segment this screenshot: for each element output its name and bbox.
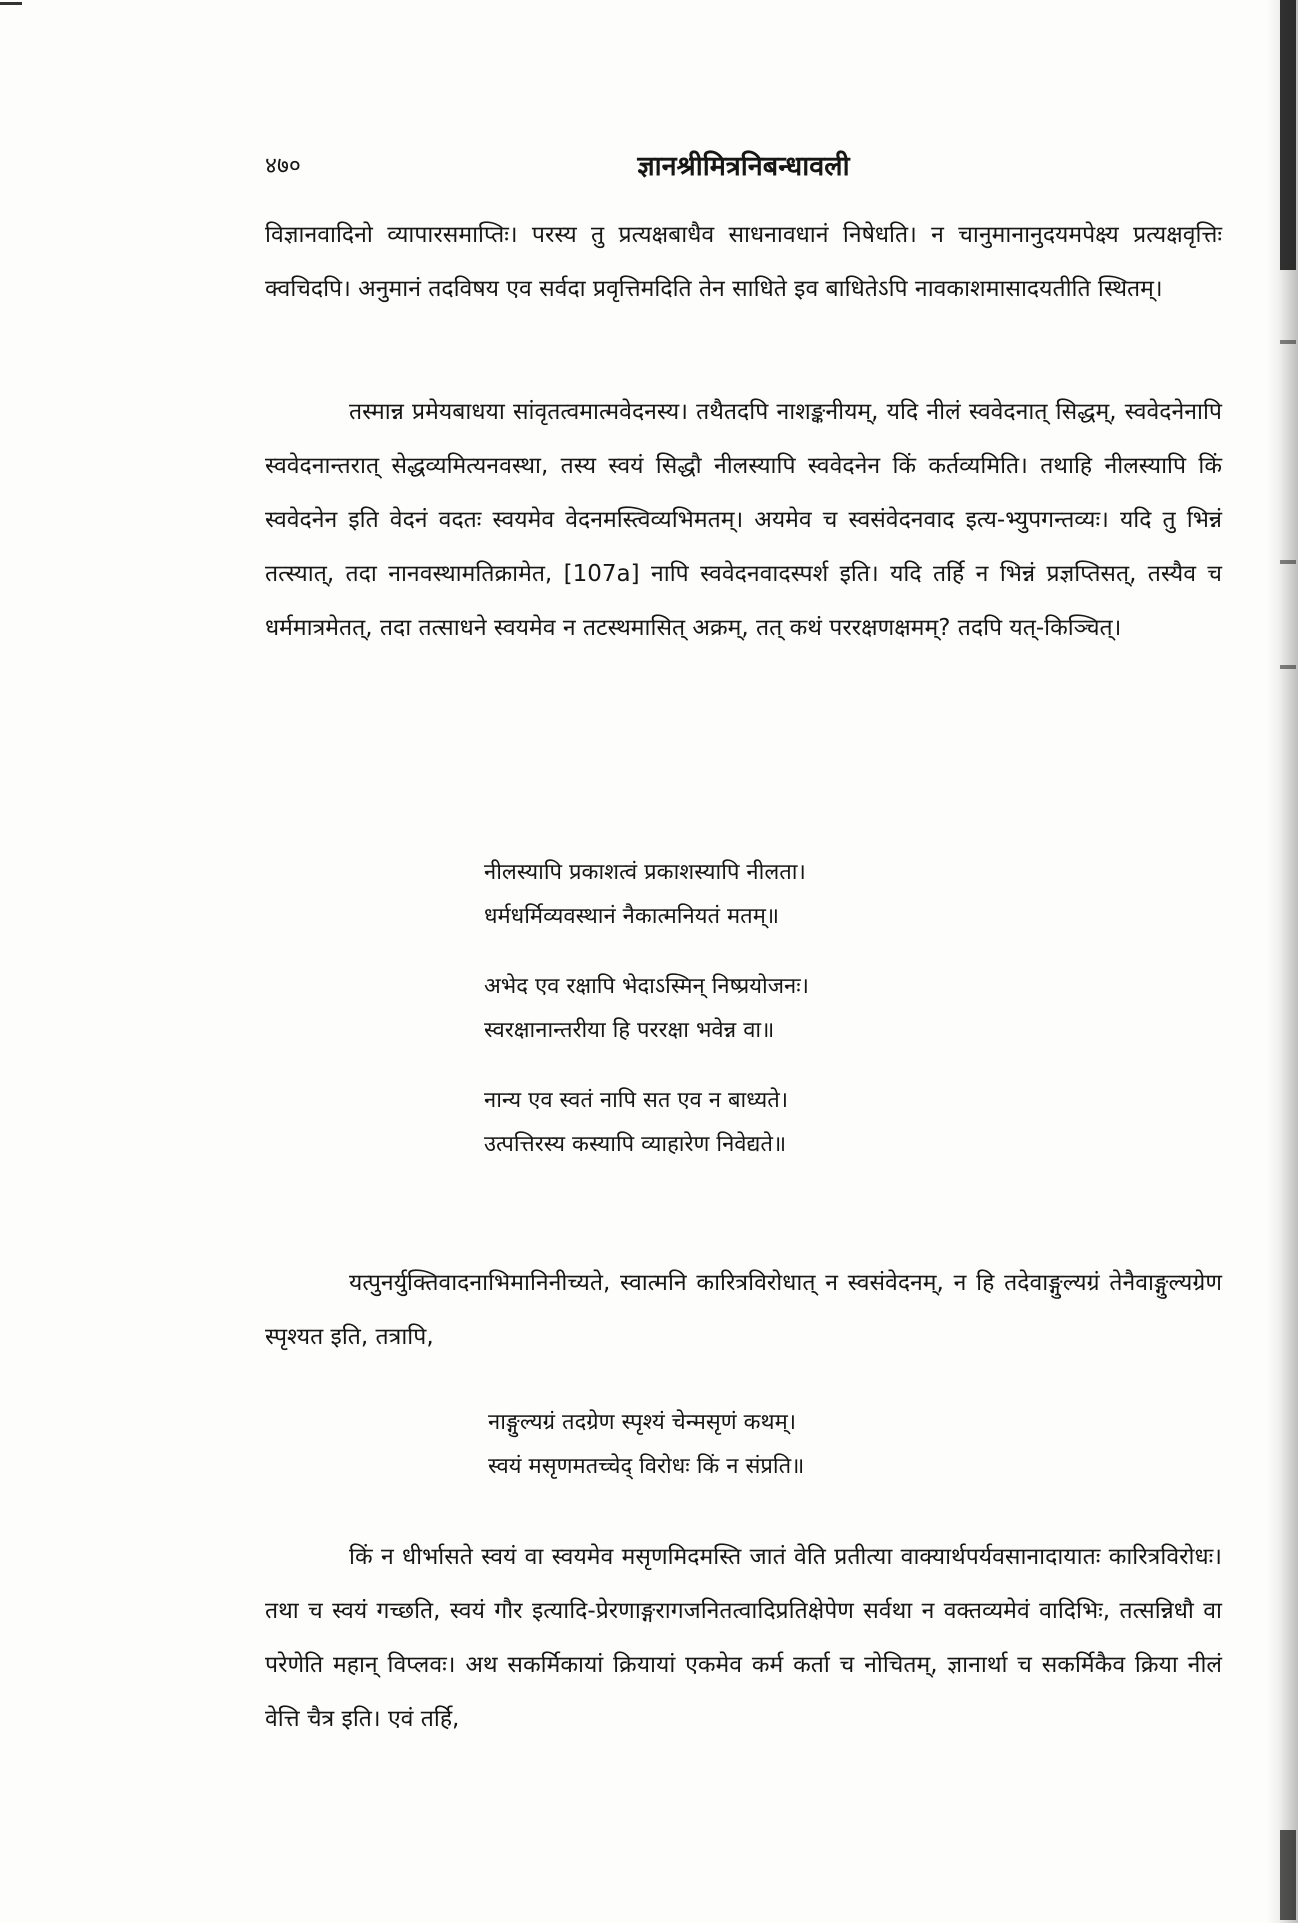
verse-line-8: स्वयं मसृणमतच्चेद् विरोधः किं न संप्रति॥ [488, 1454, 805, 1479]
page-number: ४७० [265, 153, 301, 179]
verse-line-1: नीलस्यापि प्रकाशत्वं प्रकाशस्यापि नीलता। [484, 860, 806, 885]
verse-line-6: उत्पत्तिरस्य कस्यापि व्याहारेण निवेद्यते॥ [484, 1132, 787, 1157]
paragraph-4: किं न धीर्भासते स्वयं वा स्वयमेव मसृणमिदमस्ति जातं वेति प्रतीत्या वाक्यार्थपर्यवसानादायातः कारित्रविरोधः। तथा च स्वयं गच्छति, स्वयं गौर इत्यादि-प्रेरणाङ्गरागजनितत्वादिप्रतिक्षेपेण सर्वथा न वक्तव्यमेवं वादिभिः, तत्सन्निधौ वा परेणेति महान् विप्लवः। अथ सकर्मिकायां क्रियायां एकमेव कर्म कर्ता च नोचितम्, ज्ञानार्था च सकर्मिकैव क्रिया नीलं वेत्ति चैत्र इति। एवं तर्हि, [265, 1544, 1222, 1732]
verse-line-2: धर्मधर्मिव्यवस्थानं नैकात्मनियतं मतम्॥ [484, 904, 780, 929]
page-header [265, 148, 1222, 188]
paragraph-3: यत्पुनर्युक्तिवादनाभिमानिनीच्यते, स्वात्मनि कारित्रविरोधात् न स्वसंवेदनम्, न हि तदेवाङ्गुल्यग्रं तेनैवाङ्गुल्यग्रेण स्पृश्यत इति, तत्रापि, [265, 1270, 1222, 1350]
scan-binding-shadow [1266, 0, 1298, 1923]
verse-line-3: अभेद एव रक्षापि भेदाऽस्मिन् निष्प्रयोजनः। [484, 974, 810, 999]
scan-corner-mark [0, 2, 22, 5]
verse-line-4: स्वरक्षानान्तरीया हि पररक्षा भवेन्न वा॥ [484, 1018, 775, 1043]
paragraph-2: तस्मान्न प्रमेयबाधया सांवृतत्वमात्मवेदनस्य। तथैतदपि नाशङ्कनीयम्, यदि नीलं स्ववेदनात् सिद्धम्, स्ववेदनेनापि स्ववेदनान्तरात् सेद्धव्यमित्यनवस्था, तस्य स्वयं सिद्धौ नीलस्यापि स्ववेदनेन किं कर्तव्यमिति। तथाहि नीलस्यापि किं स्ववेदनेन इति वेदनं वदतः स्वयमेव वेदनमस्त्विव्यभिमतम्। अयमेव च स्वसंवेदनवाद इत्य-भ्युपगन्तव्यः। यदि तु भिन्नं तत्स्यात्, तदा नानवस्थामतिक्रामेत, [107a] नापि स्ववेदनवादस्पर्श इति। यदि तर्हि न भिन्नं प्रज्ञप्तिसत्, तस्यैव च धर्ममात्रमेतत्, तदा तत्साधने स्वयमेव न तटस्थमासित् अक्रम्, तत् कथं पररक्षणक्षमम्? तदपि यत्-किञ्चित्। [265, 399, 1222, 641]
running-title: ज्ञानश्रीमित्रनिबन्धावली [637, 151, 850, 182]
verse-line-7: नाङ्गुल्यग्रं तदग्रेण स्पृश्यं चेन्मसृणं कथम्। [488, 1410, 797, 1435]
paragraph-1: विज्ञानवादिनो व्यापारसमाप्तिः। परस्य तु प्रत्यक्षबाधैव साधनावधानं निषेधति। न चानुमानानुदयमपेक्ष्य प्रत्यक्षवृत्तिः क्वचिदपि। अनुमानं तदविषय एव सर्वदा प्रवृत्तिमदिति तेन साधिते इव बाधितेऽपि नावकाशमासादयतीति स्थितम्। [265, 222, 1222, 302]
verse-line-5: नान्य एव स्वतं नापि सत एव न बाध्यते। [484, 1088, 789, 1113]
